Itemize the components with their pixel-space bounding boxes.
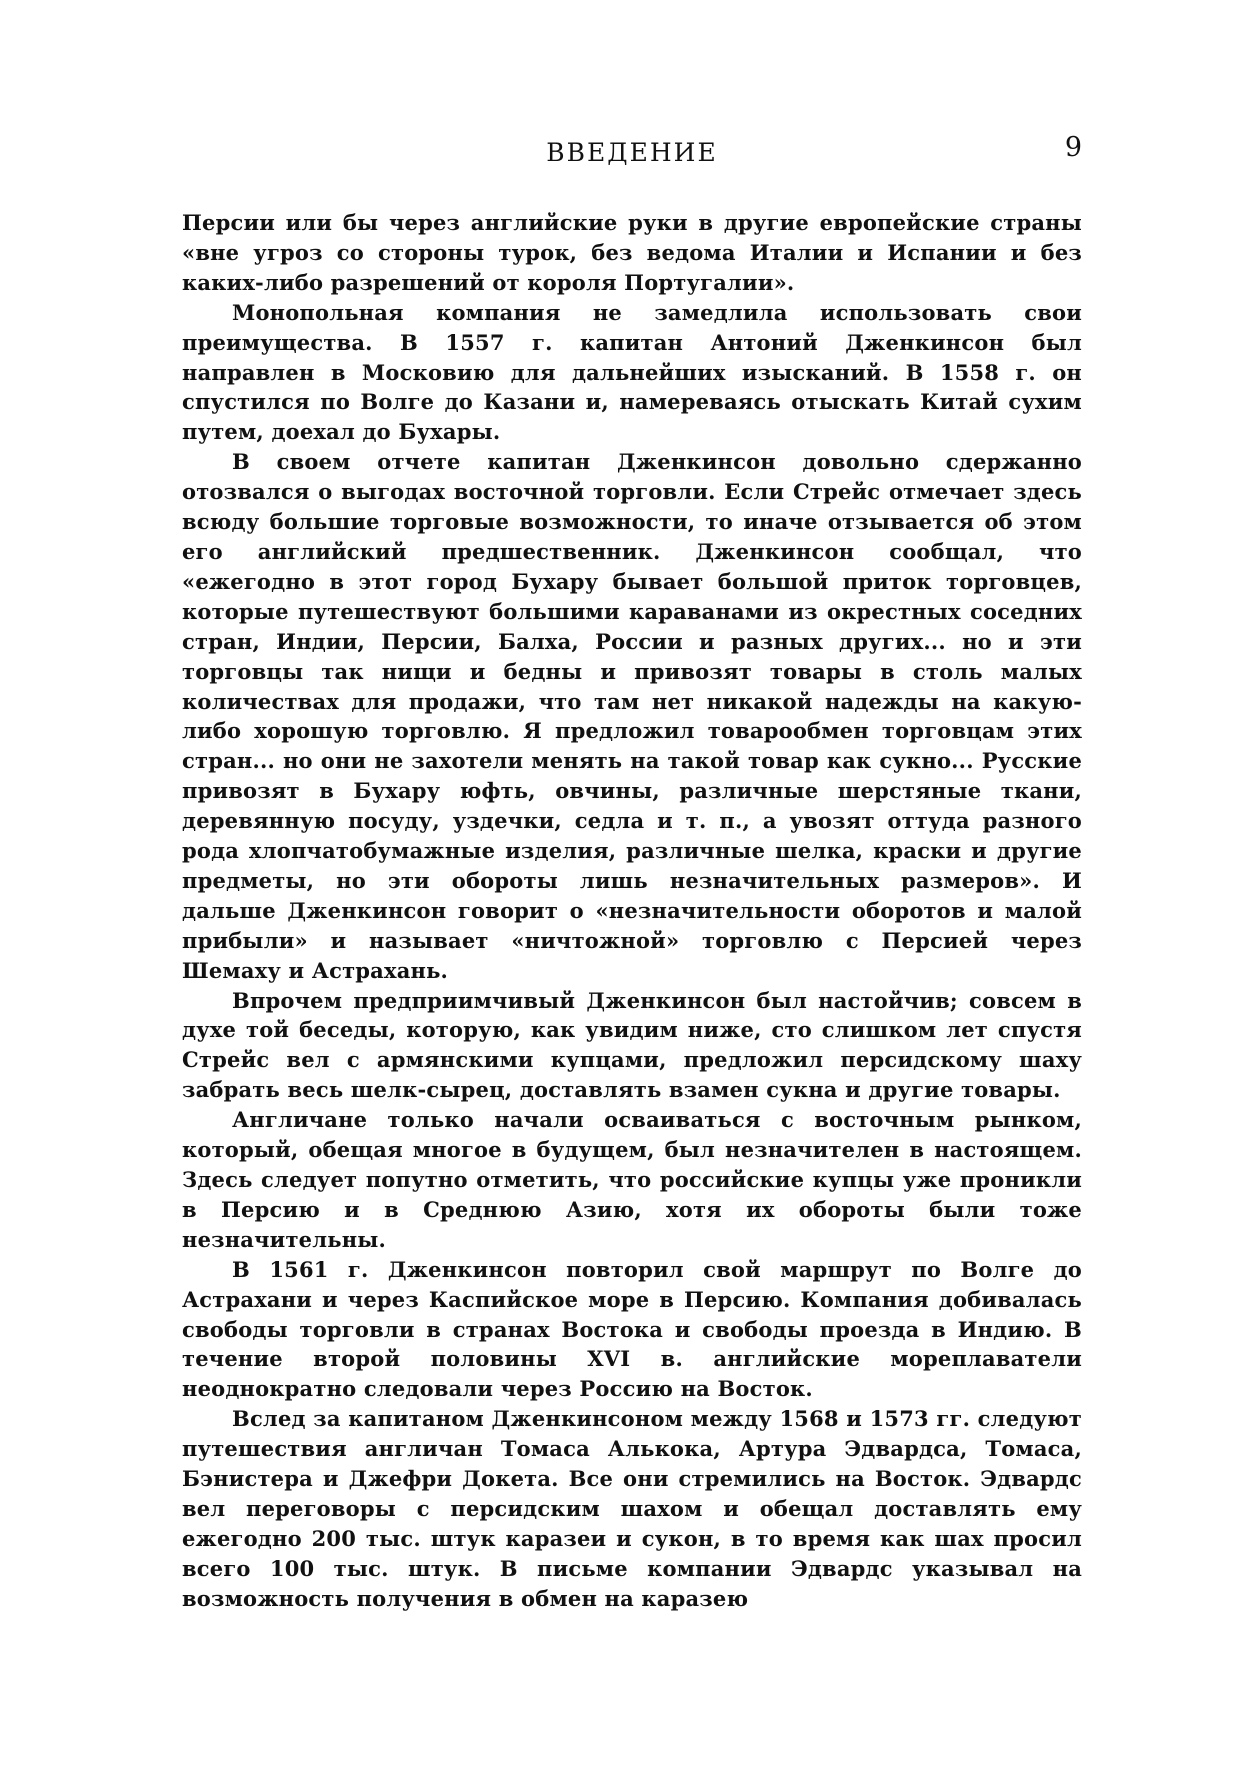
paragraph: Персии или бы через английские руки в другие европейские страны «вне угроз со стороны турок, без ведома Италии и Испании и без каких-либо разрешений от короля Португалии». [182, 210, 1082, 295]
page-header [182, 132, 1082, 178]
running-title: ВВЕДЕНИЕ [546, 138, 718, 167]
paragraph: Монопольная компания не замедлила использовать свои преимущества. В 1557 г. капитан Антоний Дженкинсон был направлен в Московию для дальнейших изысканий. В 1558 г. он спустился по Волге до Казани и, намереваясь отыскать Китай сухим путем, доехал до Бухары. [182, 299, 1082, 445]
paragraph: В своем отчете капитан Дженкинсон довольно сдержанно отозвался о выгодах восточной торговли. Если Стрейс отмечает здесь всюду большие торговые возможности, то иначе отзывается об этом его английский предшественник. Дженкинсон сообщал, что «ежегодно в этот город Бухару бывает большой приток торговцев, которые путешествуют большими караванами из окрестных соседних стран, Индии, Персии, Балха, России и разных других... но и эти торговцы так нищи и бедны и привозят товары в столь малых количествах для продажи, что там нет никакой надежды на какую-либо хорошую торговлю. Я предложил товарообмен торговцам этих стран... но они не захотели менять на такой товар как сукно... Русские привозят в Бухару юфть, овчины, различные шерстяные ткани, деревянную посуду, уздечки, седла и т. п., а увозят оттуда разного рода хлопчатобумажные изделия, различные шелка, краски и другие предметы, но эти обороты лишь незначительных размеров». И дальше Дженкинсон говорит о «незначительности оборотов и малой прибыли» и называет «ничтожной» торговлю с Персией через Шемаху и Астрахань. [182, 449, 1082, 983]
paragraph: Впрочем предприимчивый Дженкинсон был настойчив; совсем в духе той беседы, которую, как увидим ниже, сто слишком лет спустя Стрейс вел с армянскими купцами, предложил персидскому шаху забрать весь шелк-сырец, доставлять взамен сукна и другие товары. [182, 987, 1082, 1103]
paragraph: Вслед за капитаном Дженкинсоном между 1568 и 1573 гг. следуют путешествия англичан Томаса Алькока, Артура Эдвардса, Томаса, Бэнистера и Джефри Докета. Все они стремились на Восток. Эдвардс вел переговоры с персидским шахом и обещал доставлять ему ежегодно 200 тыс. штук каразеи и сукон, в то время как шах просил всего 100 тыс. штук. В письме компании Эдвардс указывал на возможность получения в обмен на каразею [182, 1406, 1082, 1611]
paragraph: В 1561 г. Дженкинсон повторил свой маршрут по Волге до Астрахани и через Каспийское море в Персию. Компания добивалась свободы торговли в странах Востока и свободы проезда в Индию. В течение второй половины XVI в. английские мореплаватели неоднократно следовали через Россию на Восток. [182, 1256, 1082, 1402]
paragraph: Англичане только начали осваиваться с восточным рынком, который, обещая многое в будущем, был незначителен в настоящем. Здесь следует попутно отметить, что российские купцы уже проникли в Персию и в Среднюю Азию, хотя их обороты были тоже незначительны. [182, 1107, 1082, 1252]
page-number: 9 [1064, 132, 1082, 163]
body-text [182, 208, 1082, 1614]
